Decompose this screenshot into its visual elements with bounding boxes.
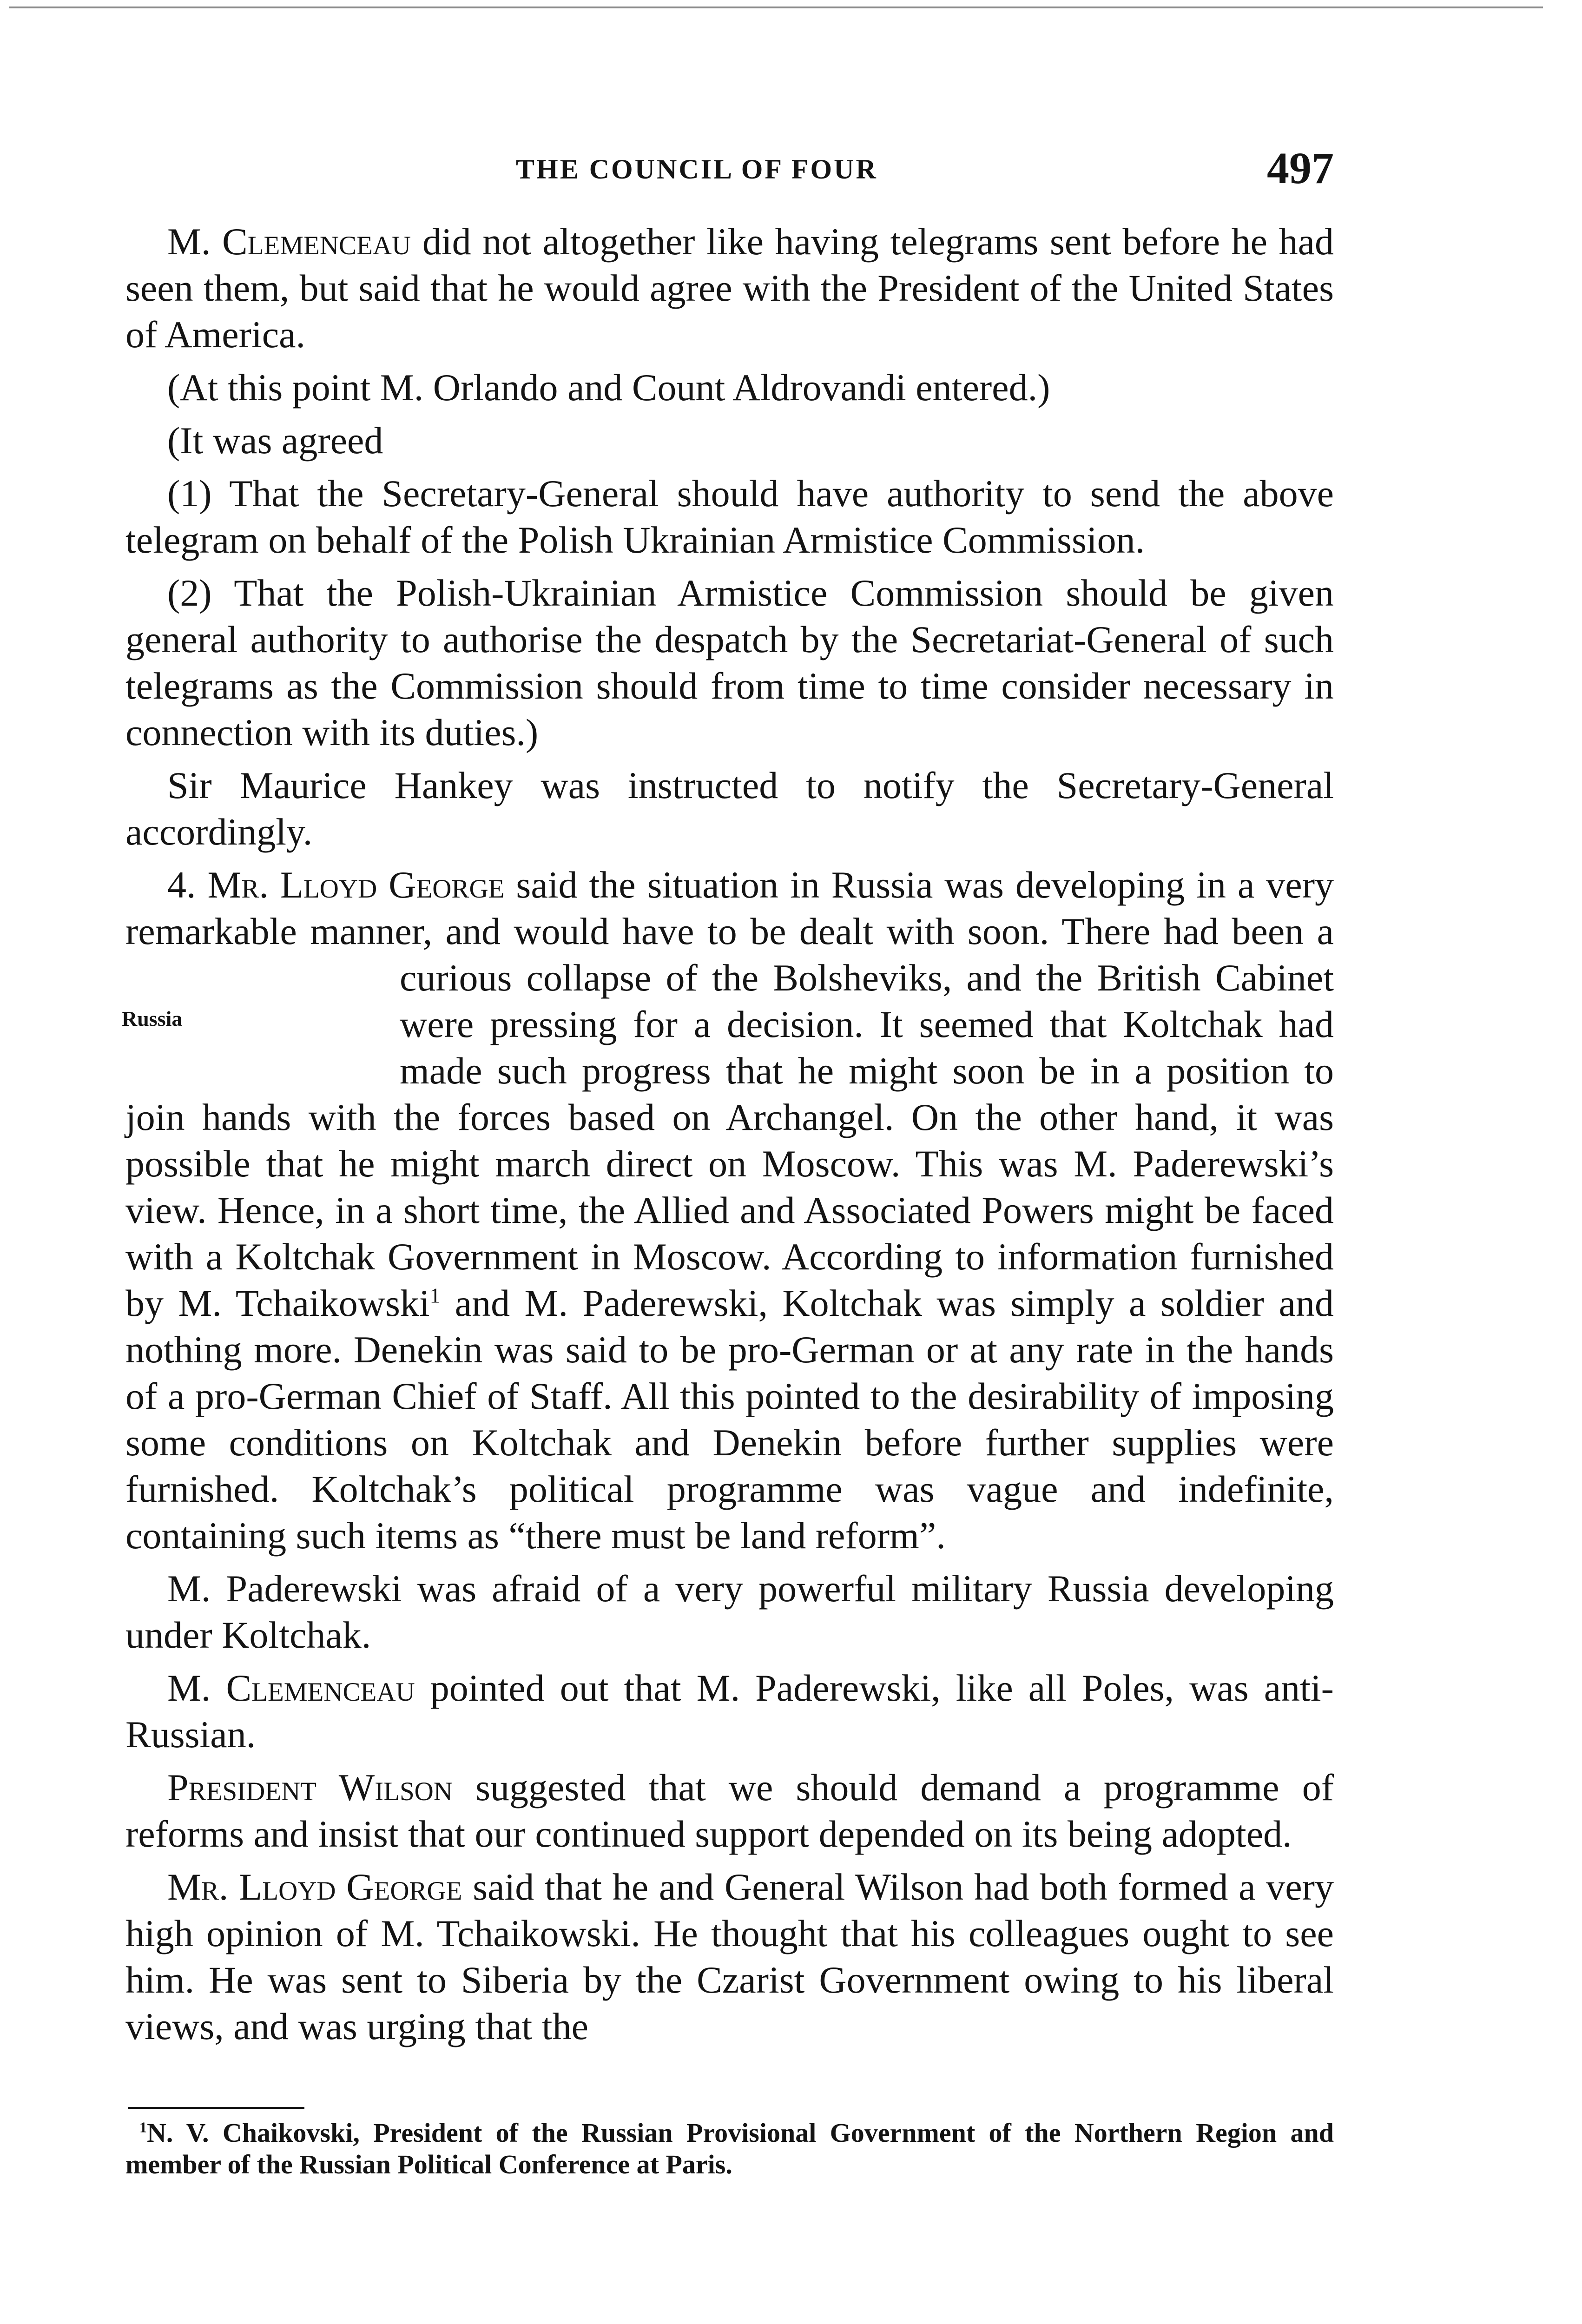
- speaker-name: Mr. Lloyd George: [207, 864, 505, 906]
- paragraph-paderewski-afraid: M. Paderewski was afraid of a very powerful military Russia developing under Koltchak.: [125, 1567, 1334, 1656]
- footnote-text: N. V. Chaikovski, President of the Russian Provisional Government of the Northern Region and member of the Russian Political Conference at Paris.: [125, 2118, 1334, 2179]
- speaker-name: M. Clemenceau: [167, 1667, 415, 1709]
- top-rule: [9, 7, 1543, 8]
- page-number: 497: [1267, 143, 1334, 193]
- speaker-name: Mr. Lloyd George: [167, 1866, 462, 1908]
- marginal-note-gap: [122, 955, 400, 1089]
- paragraph-agreed: (It was agreed: [167, 419, 383, 462]
- page-header: [125, 143, 1334, 193]
- paragraph-text-continued: and M. Paderewski, Koltchak was simply a soldier and nothing more. Denekin was said to be pro-German or at any rate in the hands of a pro-German Chief of Staff. All this pointed to the desirability of imposing some conditions on Koltchak and Denekin before further supplies were furnished. Koltchak’s political programme was vague and indefinite, containing such items as “there must be land reform”.: [125, 1282, 1334, 1557]
- paragraph-lloyd-george-russia: [122, 862, 1334, 1559]
- paragraph-clemenceau-anti-russian: [125, 1665, 1334, 1758]
- footnote-reference: 1: [429, 1284, 441, 1307]
- footnote: [125, 2117, 1334, 2180]
- paragraph-text: pointed out that M. Paderewski, like all Poles, was anti-Russian.: [125, 1667, 1334, 1756]
- paragraph-hankey-instructed: Sir Maurice Hankey was instructed to notify the Secretary-General accordingly.: [125, 764, 1334, 853]
- paragraph-text-after-margin: Cabinet were pressing for a decision. It seemed that Koltchak had made such progress that he might soon be in a position to join hands with the forces based on Archangel. On the other hand, it was possible that he might march direct on Moscow. This was M. Paderewski’s view. Hence, in a short time, the Allied and Associated Powers might be faced with a Koltchak Government in Moscow. According to information furnished by M. Tchaikowski: [125, 957, 1334, 1324]
- body-text: [122, 218, 1334, 2056]
- speaker-name: President Wilson: [167, 1766, 453, 1809]
- paragraph-clemenceau-telegrams: [125, 218, 1334, 358]
- item-number: 4.: [167, 864, 208, 906]
- speaker-name: M. Clemenceau: [167, 220, 411, 263]
- paragraph-text: said the situation in Russia was developing in a very remarkable manner, and would have to be dealt with soon. There had been a curious collapse of the Bolsheviks, and the British: [125, 864, 1334, 999]
- paragraph-lloyd-george-tchaikowski: [125, 1864, 1334, 2050]
- paragraph-text: suggested that we should demand a programme of reforms and insist that our continued support depended on its being adopted.: [125, 1766, 1334, 1855]
- footnote-rule: [128, 2107, 304, 2109]
- running-title: THE COUNCIL OF FOUR: [516, 154, 878, 185]
- paragraph-orlando-entered: (At this point M. Orlando and Count Aldrovandi entered.): [167, 366, 1050, 409]
- paragraph-wilson-reforms: [125, 1764, 1334, 1857]
- footnote-marker: 1: [139, 2119, 147, 2136]
- paragraph-text: did not altogether like having telegrams sent before he had seen them, but said that he would agree with the President of the United States of America.: [125, 220, 1334, 356]
- paragraph-text: said that he and General Wilson had both formed a very high opinion of M. Tchaikowski. He thought that his colleagues ought to see him. He was sent to Siberia by the Czarist Government owing to his liberal views, and was urging that the: [125, 1866, 1334, 2047]
- paragraph-resolution-2: (2) That the Polish-Ukrainian Armistice Commission should be given general authority to authorise the despatch by the Secretariat-General of such telegrams as the Commission should from time to time consider necessary in connection with its duties.): [125, 572, 1334, 753]
- marginal-note-russia: Russia: [122, 1007, 183, 1030]
- paragraph-resolution-1: (1) That the Secretary-General should have authority to send the above telegram on behalf of the Polish Ukrainian Armistice Commission.: [125, 472, 1334, 561]
